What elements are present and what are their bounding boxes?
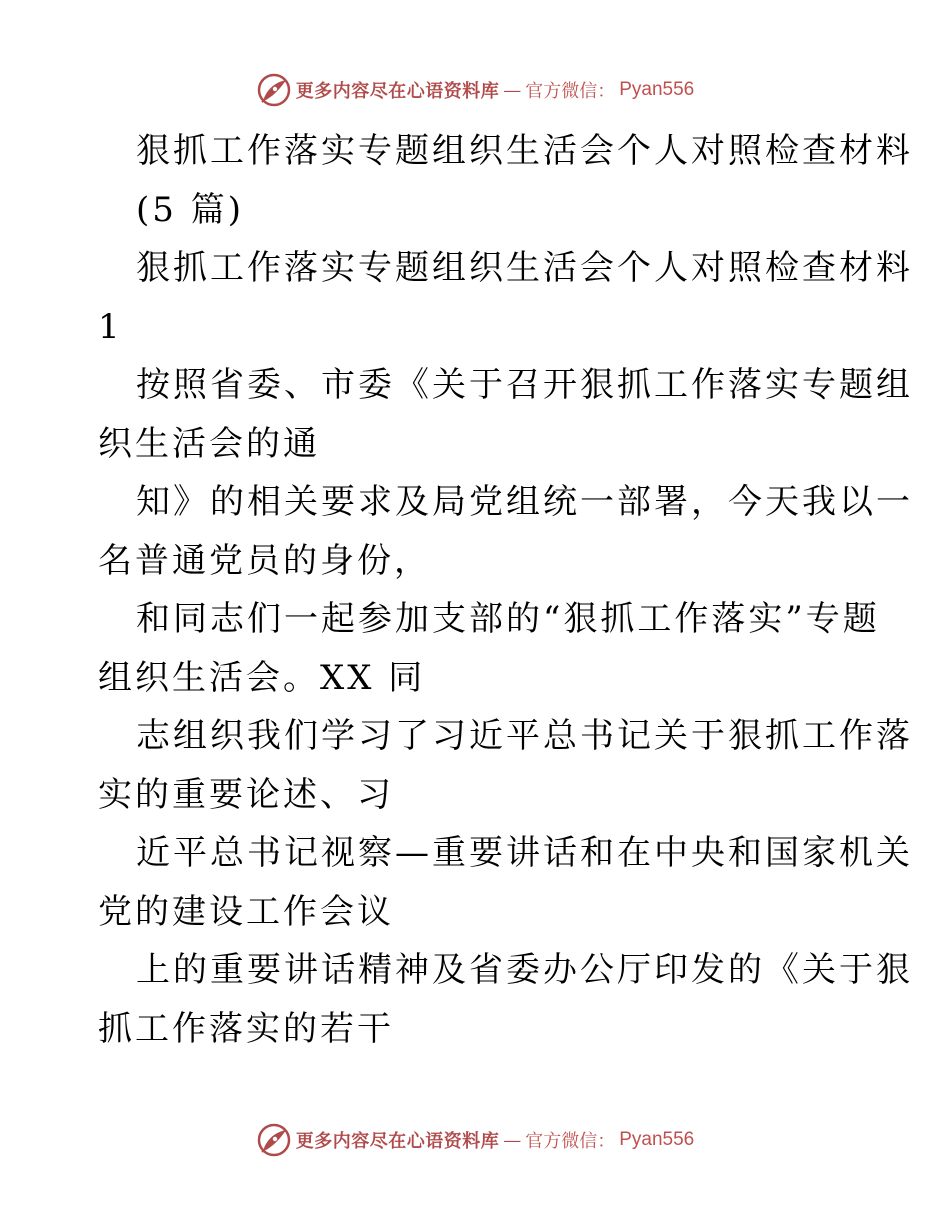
wechat-id[interactable]: Pyan556 (619, 1129, 695, 1150)
banner-dash: — (503, 79, 522, 101)
wechat-id[interactable]: Pyan556 (619, 79, 695, 100)
section-number: 1 (98, 306, 123, 347)
paragraph-line: 织生活会的通 (98, 423, 320, 464)
footer-banner[interactable] (0, 1120, 950, 1160)
paragraph-line: 知》的相关要求及局党组统一部署，今天我以一 (136, 482, 913, 522)
banner-dash: — (503, 1129, 522, 1151)
paragraph-line: 党的建设工作会议 (98, 891, 394, 932)
banner-text: 更多内容尽在心语资料库 (295, 1131, 500, 1152)
paragraph-line: 组织生活会。XX 同 (98, 657, 426, 698)
wechat-label: 官方微信： (525, 1131, 616, 1152)
wechat-label: 官方微信： (525, 81, 616, 102)
paragraph-line: 志组织我们学习了习近平总书记关于狠抓工作落 (136, 716, 913, 756)
paragraph-line: 名普通党员的身份， (98, 540, 431, 581)
section-heading: 狠抓工作落实专题组织生活会个人对照检查材料 (136, 248, 913, 288)
header-banner[interactable] (0, 70, 950, 110)
paragraph-line: 抓工作落实的若干 (98, 1008, 394, 1049)
paragraph-line: 近平总书记视察—重要讲话和在中央和国家机关 (136, 833, 913, 873)
banner-text: 更多内容尽在心语资料库 (295, 81, 500, 102)
paragraph-line: 和同志们一起参加支部的“狠抓工作落实”专题 (136, 599, 880, 639)
doc-title-count: (5 篇) (136, 189, 244, 230)
pen-nib-logo-icon (256, 72, 292, 108)
document-body (98, 122, 913, 1058)
doc-title: 狠抓工作落实专题组织生活会个人对照检查材料 (136, 131, 913, 171)
pen-nib-logo-icon (256, 1122, 292, 1158)
paragraph-line: 上的重要讲话精神及省委办公厅印发的《关于狠 (136, 950, 913, 990)
paragraph-line: 实的重要论述、习 (98, 774, 394, 815)
paragraph-line: 按照省委、市委《关于召开狠抓工作落实专题组 (136, 365, 913, 405)
